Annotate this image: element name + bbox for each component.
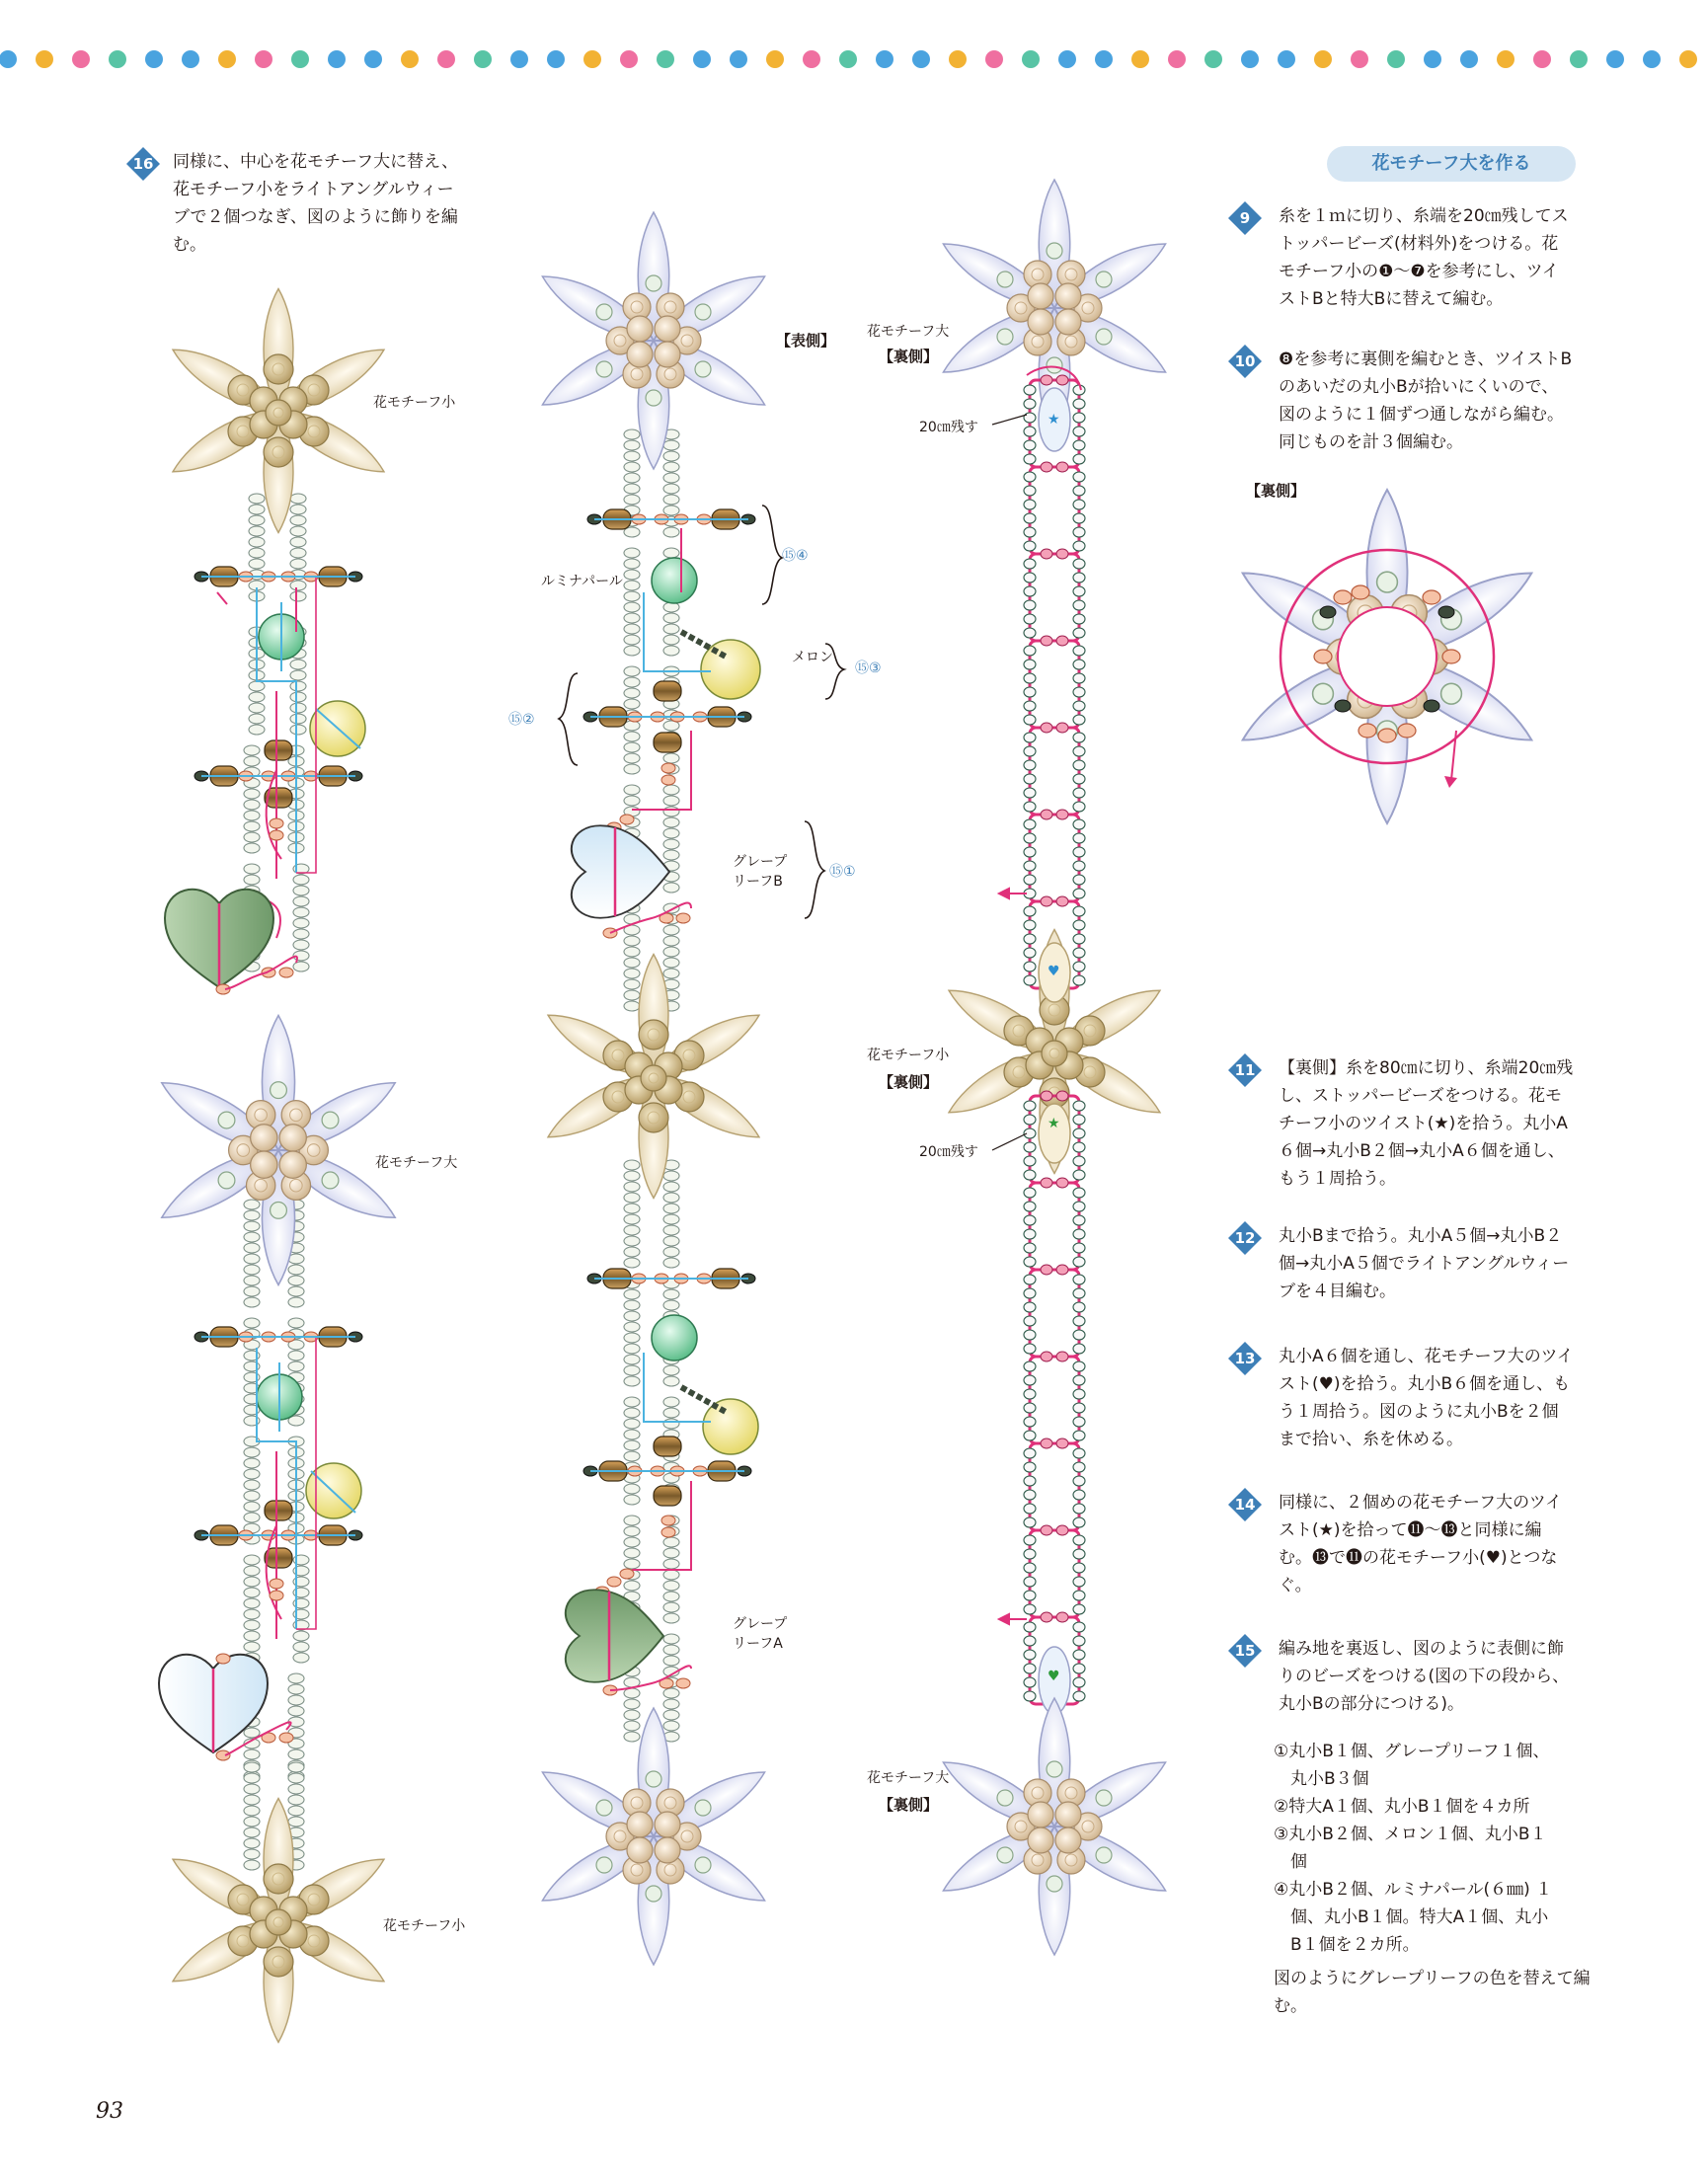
step-16 [125, 148, 471, 259]
col3-ladder-bottom [1024, 1091, 1085, 1704]
col2-leaf-b [572, 825, 669, 918]
label-back-col3-mid: 【裏側】 [879, 1073, 939, 1091]
step-badge-13: 13 [1227, 1341, 1263, 1376]
col2-large-flower-top [535, 212, 773, 469]
column-3-diagram [936, 180, 1174, 1955]
col1-leaf-b [165, 890, 273, 987]
label-large-motif-col3-bottom: 花モチーフ大 [867, 1770, 950, 1786]
step-text: 同様に、中心を花モチーフ大に替え、花モチーフ小をライトアングルウィーブで２個つなぎ、図のように飾りを編む。 [173, 152, 459, 255]
step-15-sublist: ①丸小B１個、グレープリーフ１個、 丸小B３個 ②特大A１個、丸小B１個を４カ所 ③丸小B２個、メロン１個、丸小B１ 個 ④丸小B２個、ルミナパール(６㎜) １ 個、丸小B１個。特大A１個、丸小 B１個を２カ所。 [1274, 1742, 1553, 1955]
label-lumina-pearl: ルミナパール [541, 574, 623, 589]
label-melon: メロン [792, 650, 833, 665]
label-large-motif-1: 花モチーフ大 [375, 1155, 458, 1171]
step-badge-16: 16 [125, 146, 161, 182]
step-badge-12: 12 [1227, 1220, 1263, 1256]
label-grape-leaf-b: グレープ リーフB [733, 854, 788, 890]
step-text: ❽を参考に裏側を編むとき、ツイストBのあいだの丸小Bが拾いにくいので、図のように１個ずつ通しながら編む。同じものを計３個編む。 [1279, 350, 1573, 452]
page-number: 93 [96, 2099, 123, 2124]
step-text: 同様に、２個めの花モチーフ大のツイスト(★)を拾って⓫〜⓭と同様に編む。⓭で⓫の花モチーフ小(♥)とつなぐ。 [1279, 1493, 1562, 1595]
back-label-ring: 【裏側】 [1246, 482, 1306, 500]
label-small-motif-2: 花モチーフ小 [383, 1918, 466, 1934]
step-9 [1227, 202, 1569, 313]
column-2-diagram [535, 212, 844, 1965]
section-title: 花モチーフ大を作る [1327, 146, 1576, 182]
step-badge-15: 15 [1227, 1633, 1263, 1669]
ref-15-2: ⑮② [508, 712, 535, 728]
step-text: 丸小A６個を通し、花モチーフ大のツイスト(♥)を拾う。丸小B６個を通し、もう１周拾う。図のように丸小Bを２個まで拾い、糸を休める。 [1279, 1347, 1574, 1449]
step-11 [1227, 1054, 1574, 1193]
label-front: 【表側】 [776, 332, 836, 350]
col3-ladder-top [1024, 375, 1085, 988]
label-grape-leaf-a: グレープ リーフA [733, 1616, 788, 1652]
col1-small-flower-bottom [166, 1799, 392, 2043]
ref-15-4: ⑮④ [782, 548, 809, 564]
step-badge-9: 9 [1227, 200, 1263, 236]
step-13 [1227, 1343, 1574, 1453]
column-1-diagram [154, 289, 404, 2043]
step-text: 糸を１ｍに切り、糸端を20㎝残してストッパービーズ(材料外)をつける。花モチーフ小の❶〜❼を参考にし、ツイストBと特大Bに替えて編む。 [1279, 206, 1569, 309]
label-small-motif-col3: 花モチーフ小 [867, 1048, 950, 1063]
col1-large-flower [154, 1016, 404, 1285]
step-text: 編み地を裏返し、図のように表側に飾りのビーズをつける(図の下の段から、丸小Bの部分につける)。 [1279, 1639, 1570, 1714]
col3-large-flower-bottom [936, 1698, 1174, 1955]
heart-marker-blue: ♥ [1048, 964, 1060, 979]
label-leave-20cm-top: 20㎝残す [919, 420, 978, 435]
label-back-col3-top: 【裏側】 [879, 348, 939, 365]
ref-15-3: ⑮③ [855, 661, 882, 676]
step-badge-11: 11 [1227, 1052, 1263, 1088]
step-text: 丸小Bまで拾う。丸小A５個→丸小B２個→丸小A５個でライトアングルウィーブを４目編む。 [1279, 1226, 1570, 1301]
ref-15-1: ⑮① [829, 864, 856, 880]
col2-large-flower-bottom [535, 1708, 773, 1965]
label-small-motif-1: 花モチーフ小 [373, 395, 456, 411]
star-marker-green: ★ [1048, 1116, 1060, 1131]
heart-marker-green: ♥ [1048, 1669, 1060, 1684]
closing-note: 図のようにグレープリーフの色を替えて編む。 [1274, 1969, 1591, 2016]
step-text: 【裏側】糸を80㎝に切り、糸端20㎝残し、ストッパービーズをつける。花モチーフ小のツイスト(★)を拾う。丸小A６個→丸小B２個→丸小A６個を通し、もう１周拾う。 [1279, 1058, 1574, 1189]
col1-small-flower-top [166, 289, 392, 533]
col1-deco-top [188, 567, 365, 938]
label-large-motif-col3-top: 花モチーフ大 [867, 324, 950, 340]
step-10 [1227, 346, 1573, 456]
label-leave-20cm-mid: 20㎝残す [919, 1144, 978, 1160]
step-15 [1227, 1635, 1570, 1718]
label-back-col3-bottom: 【裏側】 [879, 1796, 939, 1814]
star-marker-blue: ★ [1048, 412, 1060, 428]
step-badge-10: 10 [1227, 344, 1263, 379]
col2-leaf-a [566, 1590, 663, 1682]
step-14 [1227, 1489, 1562, 1599]
back-side-ring-diagram [1232, 490, 1541, 823]
step-12 [1227, 1222, 1570, 1305]
col2-small-flower [541, 955, 767, 1199]
col1-deco-bottom [194, 1327, 362, 1639]
step-badge-14: 14 [1227, 1487, 1263, 1522]
